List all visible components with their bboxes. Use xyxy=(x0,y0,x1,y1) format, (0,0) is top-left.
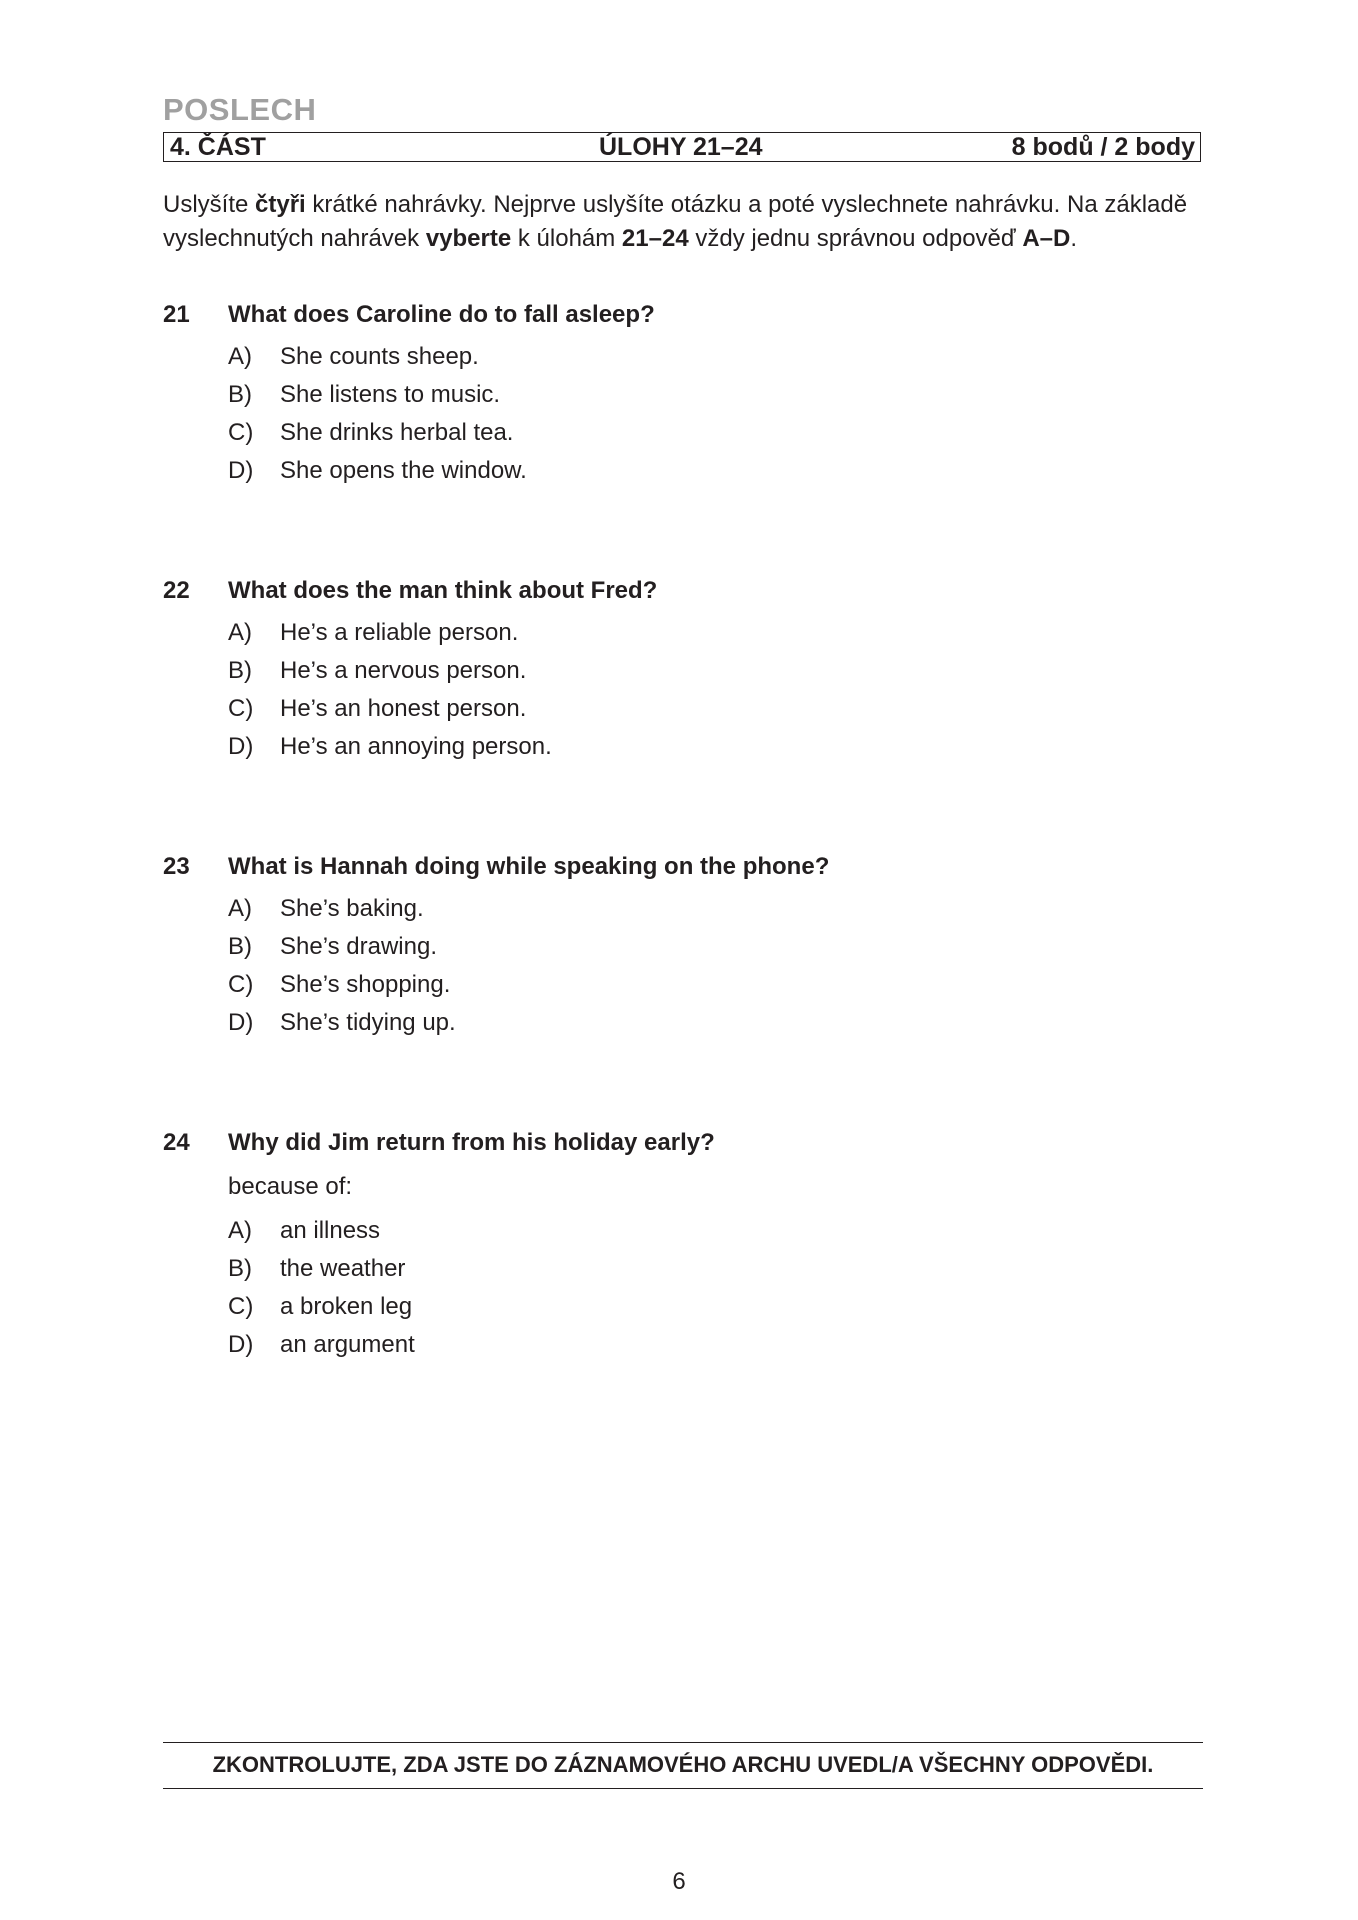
answer-option xyxy=(163,930,1203,968)
option-text: She listens to music. xyxy=(280,381,501,408)
instructions-bold: vyberte xyxy=(425,225,512,252)
answer-option xyxy=(163,892,1203,930)
option-letter: C) xyxy=(228,1293,254,1320)
footer-top-rule xyxy=(163,1742,1203,1743)
question-text: What does the man think about Fred? xyxy=(228,577,658,604)
option-text: She’s baking. xyxy=(280,895,424,922)
instructions-text: . xyxy=(1070,225,1077,252)
answer-option xyxy=(163,730,1203,768)
option-letter: B) xyxy=(228,657,252,684)
option-text: He’s a nervous person. xyxy=(280,657,527,684)
option-text: She drinks herbal tea. xyxy=(280,419,514,446)
instructions-bold: čtyři xyxy=(255,191,306,218)
question-24 xyxy=(163,1126,1203,1366)
answer-option xyxy=(163,1328,1203,1366)
answer-option xyxy=(163,1006,1203,1044)
answer-option xyxy=(163,654,1203,692)
answer-option xyxy=(163,616,1203,654)
option-letter: A) xyxy=(228,619,252,646)
question-number: 23 xyxy=(163,853,190,880)
option-text: He’s a reliable person. xyxy=(280,619,519,646)
question-number: 24 xyxy=(163,1129,190,1156)
question-text: Why did Jim return from his holiday early? xyxy=(228,1129,715,1156)
option-letter: C) xyxy=(228,419,254,446)
instructions-bold: A–D xyxy=(1022,225,1071,252)
question-21 xyxy=(163,298,1203,492)
option-text: the weather xyxy=(280,1255,406,1282)
instructions-text: krátké nahrávky. Nejprve uslyšíte otázku a poté vyslechnete nahrávku. Na základě vyslechnutých nahrávek xyxy=(163,191,1188,252)
page-number: 6 xyxy=(672,1868,686,1895)
question-text: What is Hannah doing while speaking on the phone? xyxy=(228,853,830,880)
question-23 xyxy=(163,850,1203,1044)
option-text: an argument xyxy=(280,1331,415,1358)
option-letter: B) xyxy=(228,381,252,408)
option-letter: C) xyxy=(228,695,254,722)
question-text: What does Caroline do to fall asleep? xyxy=(228,301,655,328)
option-letter: D) xyxy=(228,1009,254,1036)
option-letter: C) xyxy=(228,971,254,998)
footer-note: ZKONTROLUJTE, ZDA JSTE DO ZÁZNAMOVÉHO ARCHU UVEDL/A VŠECHNY ODPOVĚDI. xyxy=(212,1752,1154,1777)
question-22 xyxy=(163,574,1203,768)
part-header xyxy=(163,132,1201,162)
option-letter: B) xyxy=(228,1255,252,1282)
answer-option xyxy=(163,1290,1203,1328)
option-text: She opens the window. xyxy=(280,457,527,484)
tasks-label: ÚLOHY 21–24 xyxy=(599,133,763,161)
option-letter: A) xyxy=(228,1217,252,1244)
option-text: an illness xyxy=(280,1217,381,1244)
option-letter: D) xyxy=(228,1331,254,1358)
answer-option xyxy=(163,1214,1203,1252)
answer-option xyxy=(163,340,1203,378)
section-title: POSLECH xyxy=(163,92,317,127)
footer-bottom-rule xyxy=(163,1788,1203,1789)
option-text: She’s drawing. xyxy=(280,933,437,960)
option-text: He’s an annoying person. xyxy=(280,733,552,760)
question-number: 21 xyxy=(163,301,190,328)
option-letter: A) xyxy=(228,343,252,370)
answer-option xyxy=(163,1252,1203,1290)
points-label: 8 bodů / 2 body xyxy=(1011,133,1195,161)
answer-option xyxy=(163,416,1203,454)
option-text: She counts sheep. xyxy=(280,343,479,370)
option-letter: B) xyxy=(228,933,252,960)
option-text: She’s shopping. xyxy=(280,971,451,998)
option-letter: A) xyxy=(228,895,252,922)
question-subtext: because of: xyxy=(228,1173,353,1200)
instructions xyxy=(163,188,1208,256)
answer-option xyxy=(163,692,1203,730)
instructions-text: Uslyšíte xyxy=(163,191,256,218)
instructions-text: vždy jednu správnou odpověď xyxy=(688,225,1023,252)
question-number: 22 xyxy=(163,577,190,604)
instructions-text: k úlohám xyxy=(511,225,622,252)
answer-option xyxy=(163,378,1203,416)
answer-option xyxy=(163,454,1203,492)
part-label: 4. ČÁST xyxy=(170,133,266,161)
option-letter: D) xyxy=(228,457,254,484)
option-text: a broken leg xyxy=(280,1293,413,1320)
option-letter: D) xyxy=(228,733,254,760)
answer-option xyxy=(163,968,1203,1006)
option-text: She’s tidying up. xyxy=(280,1009,456,1036)
option-text: He’s an honest person. xyxy=(280,695,527,722)
instructions-bold: 21–24 xyxy=(621,225,689,252)
